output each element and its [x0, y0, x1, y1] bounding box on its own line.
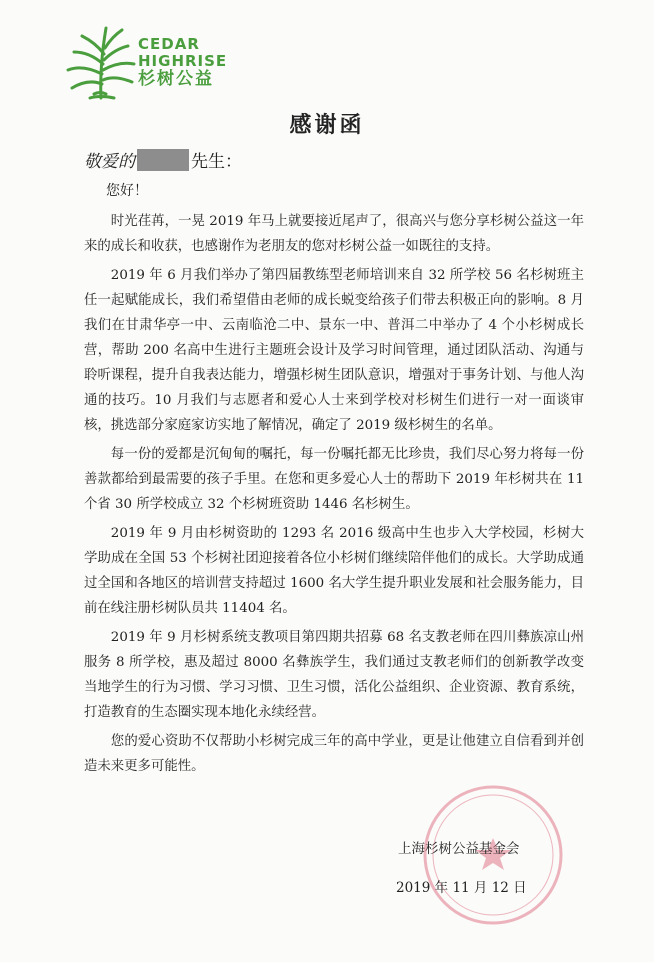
salutation	[84, 147, 242, 172]
greeting: 您好！	[106, 183, 148, 199]
paragraph: 您的爱心资助不仅帮助小杉树完成三年的高中学业，更是让他建立自信看到并创造未来更多可能性。	[84, 734, 584, 774]
letter-title: 感谢函	[289, 113, 365, 138]
brand-name-line1: CEDAR	[138, 35, 200, 53]
paragraph: 时光荏苒，一晃 2019 年马上就要接近尾声了，很高兴与您分享杉树公益这一年来的成长和收获，也感谢作为老朋友的您对杉树公益一如既往的支持。	[84, 214, 584, 254]
salutation-prefix: 敬爱的	[84, 152, 135, 172]
redacted-name	[137, 149, 189, 171]
salutation-suffix: 先生：	[191, 152, 242, 172]
paragraph: 2019 年 6 月我们举办了第四届教练型老师培训来自 32 所学校 56 名杉树班主任一起赋能成长，我们希望借由老师的成长蜕变给孩子们带去积极正向的影响。8 月我们在甘肃华亭一中、云南临沧二中、景东一中、普洱二中举办了 4 个小杉树成长营，帮助 200 名高中生进行主题班会设计及学习时间管理，通过团队活动、沟通与聆听课程，提升自我表达能力，增强杉树生团队意识，增强对于事务计划、与他人沟通的技巧。10 月我们与志愿者和爱心人士来到学校对杉树生们进行一对一面谈审核，挑选部分家庭家访实地了解情况，确定了 2019 级杉树生的名单。	[84, 268, 584, 433]
letter-date: 2019 年 11 月 12 日	[396, 880, 527, 896]
paragraph: 每一份的爱都是沉甸甸的嘱托，每一份嘱托都无比珍贵，我们尽心努力将每一份善款都给到最需要的孩子手里。在您和更多爱心人士的帮助下 2019 年杉树共在 11 个省 30 所学校成立 32 个杉树班资助 1446 名杉树生。	[84, 447, 584, 512]
signature: 上海杉树公益基金会	[398, 841, 520, 857]
paragraph: 2019 年 9 月由杉树资助的 1293 名 2016 级高中生也步入大学校园，杉树大学助成在全国 53 个杉树社团迎接着各位小杉树们继续陪伴他们的成长。大学助成通过全国和各地区的培训营支持超过 1600 名大学生提升职业发展和社会服务能力，目前在线注册杉树队员共 11404 名。	[84, 526, 584, 616]
paragraph: 2019 年 9 月杉树系统支教项目第四期共招募 68 名支教老师在四川彝族凉山州服务 8 所学校，惠及超过 8000 名彝族学生，我们通过支教老师们的创新教学改变当地学生的行为习惯、学习习惯、卫生习惯，活化公益组织、企业资源、教育系统，打造教育的生态圈实现本地化永续经营。	[84, 630, 584, 720]
letter-body	[84, 209, 584, 783]
cedar-tree-icon	[64, 22, 138, 102]
logo	[64, 22, 244, 102]
brand-name-line2: HIGHRISE	[138, 52, 228, 70]
brand-name-cn: 杉树公益	[138, 69, 214, 89]
